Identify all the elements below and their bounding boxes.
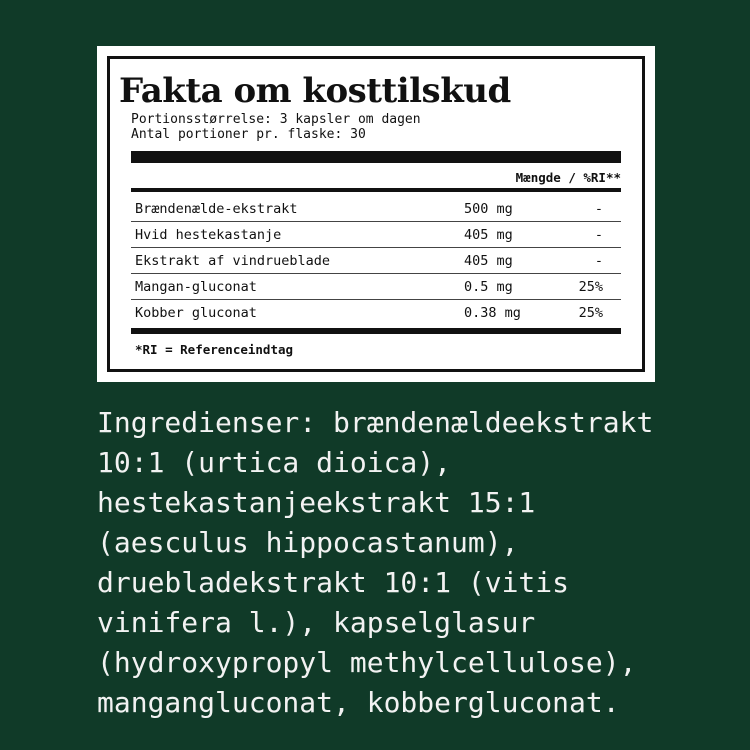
column-header: Mængde / %RI** bbox=[515, 170, 621, 185]
label-title: Fakta om kosttilskud bbox=[119, 71, 511, 111]
nutrient-amount: 0.38 mg bbox=[464, 305, 521, 321]
ri-footnote: *RI = Referenceindtag bbox=[135, 342, 294, 357]
table-row bbox=[131, 222, 621, 248]
supplement-facts-label bbox=[97, 46, 655, 382]
ingredients-line: druebladekstrakt 10:1 (vitis bbox=[97, 566, 570, 599]
divider-header bbox=[131, 188, 621, 192]
servings-per-bottle: Antal portioner pr. flaske: 30 bbox=[131, 127, 366, 142]
nutrient-ri: - bbox=[594, 201, 603, 217]
table-row bbox=[131, 248, 621, 274]
ingredients-line: vinifera l.), kapselglasur bbox=[97, 606, 536, 639]
nutrient-ri: 25% bbox=[578, 305, 603, 321]
ingredients-line: hestekastanjeekstrakt 15:1 bbox=[97, 486, 536, 519]
divider-bottom bbox=[131, 328, 621, 334]
nutrient-name: Brændenælde-ekstrakt bbox=[135, 201, 298, 217]
table-row bbox=[131, 196, 621, 222]
divider-thick bbox=[131, 151, 621, 163]
nutrient-name: Mangan-gluconat bbox=[135, 279, 257, 295]
ingredients-line: (aesculus hippocastanum), bbox=[97, 526, 519, 559]
nutrient-amount: 500 mg bbox=[464, 201, 513, 217]
ingredients-line: (hydroxypropyl methylcellulose), bbox=[97, 646, 637, 679]
nutrient-amount: 405 mg bbox=[464, 253, 513, 269]
nutrient-ri: - bbox=[594, 253, 603, 269]
nutrient-ri: - bbox=[594, 227, 603, 243]
ingredients-line: mangangluconat, kobbergluconat. bbox=[97, 686, 620, 719]
serving-size: Portionsstørrelse: 3 kapsler om dagen bbox=[131, 112, 421, 127]
nutrient-name: Kobber gluconat bbox=[135, 305, 257, 321]
ingredients-line: Ingredienser: brændenældeekstrakt bbox=[97, 406, 654, 439]
nutrient-amount: 405 mg bbox=[464, 227, 513, 243]
nutrient-name: Ekstrakt af vindrueblade bbox=[135, 253, 331, 269]
table-row bbox=[131, 274, 621, 300]
nutrient-amount: 0.5 mg bbox=[464, 279, 513, 295]
nutrient-table bbox=[131, 196, 621, 326]
ingredients-line: 10:1 (urtica dioica), bbox=[97, 446, 452, 479]
nutrient-ri: 25% bbox=[578, 279, 603, 295]
nutrient-name: Hvid hestekastanje bbox=[135, 227, 282, 243]
ingredients-text bbox=[97, 403, 717, 723]
table-row bbox=[131, 300, 621, 326]
